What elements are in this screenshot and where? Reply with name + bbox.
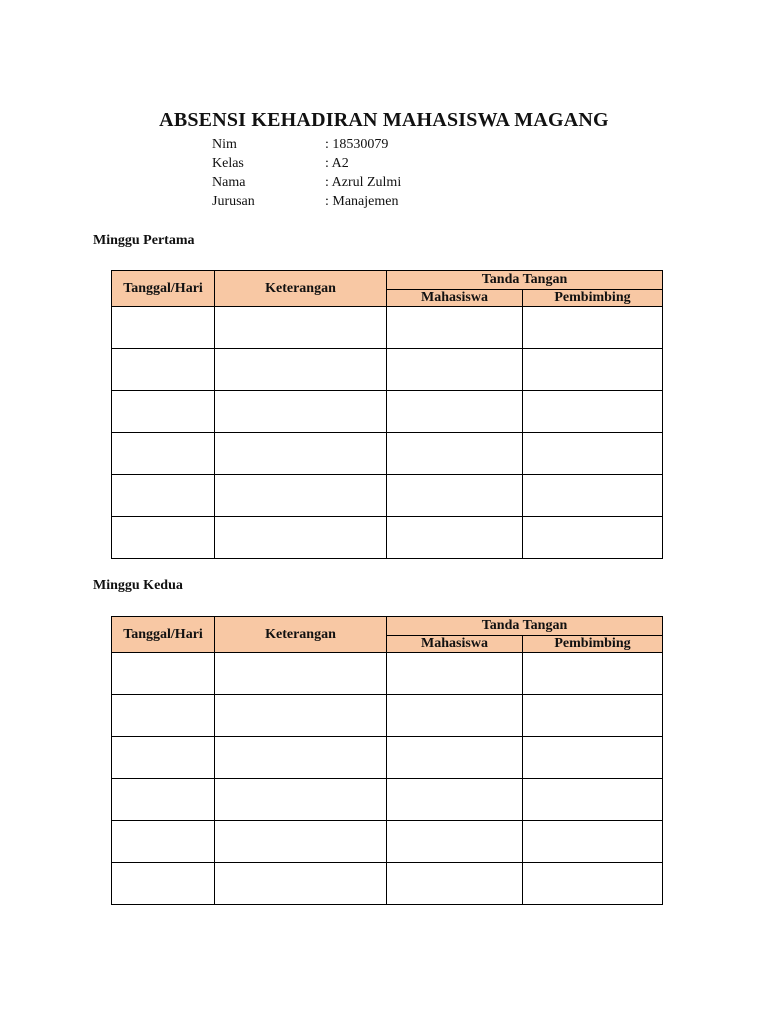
student-signature-cell[interactable]	[387, 475, 523, 517]
date-cell[interactable]	[112, 737, 215, 779]
table-row	[112, 653, 663, 695]
date-cell[interactable]	[112, 349, 215, 391]
student-signature-cell[interactable]	[387, 517, 523, 559]
header-student: Mahasiswa	[387, 636, 523, 653]
table-row	[112, 695, 663, 737]
note-cell[interactable]	[215, 391, 387, 433]
supervisor-signature-cell[interactable]	[523, 475, 663, 517]
note-cell[interactable]	[215, 307, 387, 349]
student-signature-cell[interactable]	[387, 391, 523, 433]
date-cell[interactable]	[112, 779, 215, 821]
note-cell[interactable]	[215, 779, 387, 821]
date-cell[interactable]	[112, 695, 215, 737]
table-row	[112, 779, 663, 821]
attendance-table-week-1	[111, 270, 663, 559]
supervisor-signature-cell[interactable]	[523, 433, 663, 475]
header-supervisor: Pembimbing	[523, 290, 663, 307]
supervisor-signature-cell[interactable]	[523, 779, 663, 821]
supervisor-signature-cell[interactable]	[523, 653, 663, 695]
date-cell[interactable]	[112, 475, 215, 517]
week-2-label: Minggu Kedua	[93, 578, 183, 593]
note-cell[interactable]	[215, 653, 387, 695]
info-value: : Azrul Zulmi	[325, 175, 402, 190]
student-signature-cell[interactable]	[387, 433, 523, 475]
page-title: ABSENSI KEHADIRAN MAHASISWA MAGANG	[159, 109, 609, 131]
student-signature-cell[interactable]	[387, 737, 523, 779]
note-cell[interactable]	[215, 517, 387, 559]
supervisor-signature-cell[interactable]	[523, 737, 663, 779]
table-row	[112, 737, 663, 779]
table-row	[112, 391, 663, 433]
header-signature: Tanda Tangan	[387, 271, 663, 290]
info-label: Jurusan	[212, 194, 255, 209]
header-date: Tanggal/Hari	[112, 617, 215, 653]
table-row	[112, 863, 663, 905]
student-signature-cell[interactable]	[387, 695, 523, 737]
attendance-table-week-2	[111, 616, 663, 905]
student-signature-cell[interactable]	[387, 349, 523, 391]
header-student: Mahasiswa	[387, 290, 523, 307]
student-signature-cell[interactable]	[387, 307, 523, 349]
student-signature-cell[interactable]	[387, 863, 523, 905]
note-cell[interactable]	[215, 433, 387, 475]
table-row	[112, 349, 663, 391]
header-note: Keterangan	[215, 271, 387, 307]
date-cell[interactable]	[112, 391, 215, 433]
student-signature-cell[interactable]	[387, 779, 523, 821]
date-cell[interactable]	[112, 307, 215, 349]
table-row	[112, 433, 663, 475]
note-cell[interactable]	[215, 821, 387, 863]
supervisor-signature-cell[interactable]	[523, 863, 663, 905]
header-supervisor: Pembimbing	[523, 636, 663, 653]
table-row	[112, 475, 663, 517]
student-signature-cell[interactable]	[387, 653, 523, 695]
week-1-label: Minggu Pertama	[93, 233, 195, 248]
info-value: : 18530079	[325, 137, 389, 152]
date-cell[interactable]	[112, 863, 215, 905]
supervisor-signature-cell[interactable]	[523, 391, 663, 433]
date-cell[interactable]	[112, 517, 215, 559]
supervisor-signature-cell[interactable]	[523, 349, 663, 391]
note-cell[interactable]	[215, 863, 387, 905]
table-row	[112, 821, 663, 863]
info-label: Nama	[212, 175, 246, 190]
date-cell[interactable]	[112, 653, 215, 695]
info-value: : Manajemen	[325, 194, 399, 209]
date-cell[interactable]	[112, 821, 215, 863]
supervisor-signature-cell[interactable]	[523, 695, 663, 737]
student-signature-cell[interactable]	[387, 821, 523, 863]
note-cell[interactable]	[215, 695, 387, 737]
header-signature: Tanda Tangan	[387, 617, 663, 636]
note-cell[interactable]	[215, 475, 387, 517]
table-row	[112, 517, 663, 559]
note-cell[interactable]	[215, 349, 387, 391]
supervisor-signature-cell[interactable]	[523, 517, 663, 559]
supervisor-signature-cell[interactable]	[523, 821, 663, 863]
date-cell[interactable]	[112, 433, 215, 475]
info-label: Kelas	[212, 156, 244, 171]
note-cell[interactable]	[215, 737, 387, 779]
table-row	[112, 307, 663, 349]
supervisor-signature-cell[interactable]	[523, 307, 663, 349]
info-value: : A2	[325, 156, 349, 171]
header-note: Keterangan	[215, 617, 387, 653]
header-date: Tanggal/Hari	[112, 271, 215, 307]
info-label: Nim	[212, 137, 237, 152]
